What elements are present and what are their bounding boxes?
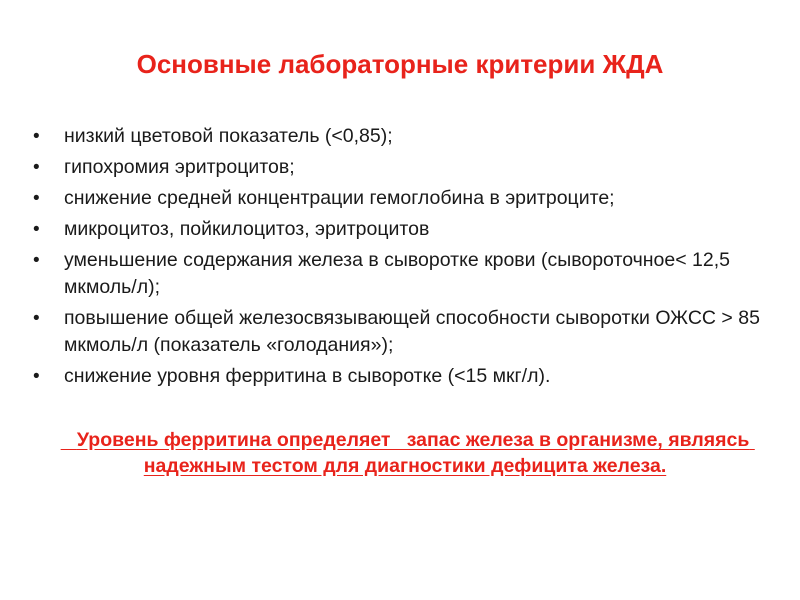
list-item xyxy=(30,185,775,212)
list-item xyxy=(30,247,775,301)
list-item-text: снижение средней концентрации гемоглобина в эритроците; xyxy=(64,187,615,209)
list-item-text: гипохромия эритроцитов; xyxy=(64,156,295,178)
list-item xyxy=(30,216,775,243)
list-item-text: уменьшение содержания железа в сыворотке крови (сывороточное< 12,5 мкмоль/л); xyxy=(64,249,730,298)
slide-title: Основные лабораторные критерии ЖДА xyxy=(136,49,664,79)
list-item xyxy=(30,363,775,390)
bullet-icon: • xyxy=(33,188,40,209)
bullet-icon: • xyxy=(33,366,40,387)
list-item xyxy=(30,123,775,150)
list-item-text: повышение общей железосвязывающей способности сыворотки ОЖСС > 85 мкмоль/л (показатель «голодания»); xyxy=(64,307,760,356)
list-item-text: снижение уровня ферритина в сыворотке (<15 мкг/л). xyxy=(64,365,551,387)
list-item-text: низкий цветовой показатель (<0,85); xyxy=(64,125,393,147)
bullet-icon: • xyxy=(33,126,40,147)
list-item xyxy=(30,305,775,359)
ferritin-note: Уровень ферритина определяет запас железа в организме, являясь надежным тестом для диагностики дефицита железа. xyxy=(60,429,755,477)
bullet-icon: • xyxy=(33,157,40,178)
bullet-icon: • xyxy=(33,250,40,271)
list-item xyxy=(30,154,775,181)
bullet-icon: • xyxy=(33,308,40,329)
criteria-list xyxy=(30,123,775,394)
list-item-text: микроцитоз, пойкилоцитоз, эритроцитов xyxy=(64,218,430,240)
bullet-icon: • xyxy=(33,219,40,240)
